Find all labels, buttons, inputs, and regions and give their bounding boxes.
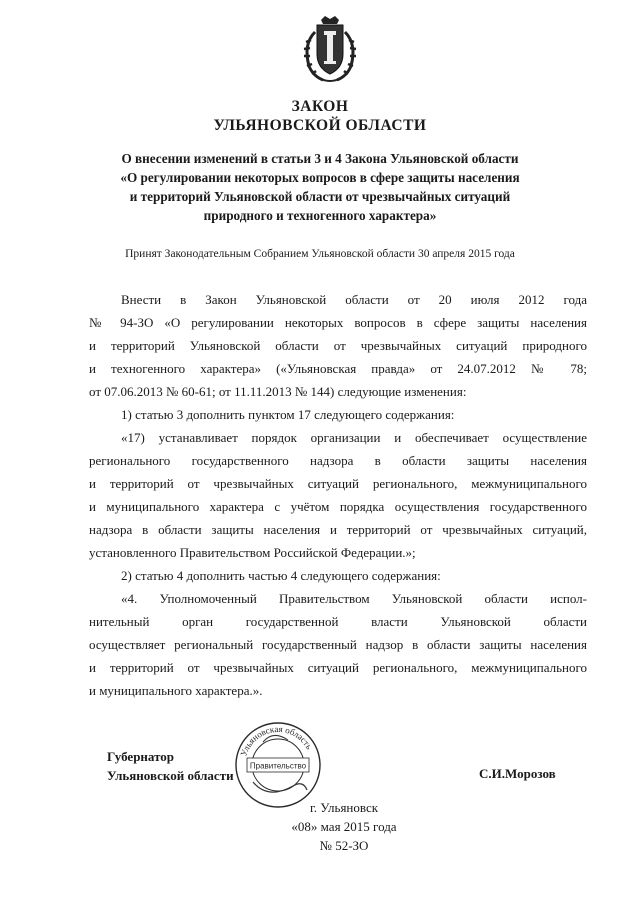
body-line: от 07.06.2013 № 60-61; от 11.11.2013 № 144) следующие изменения:: [89, 384, 467, 399]
body-line: и территорий от чрезвычайных ситуаций регионального, межмуниципального: [89, 476, 587, 491]
seal-center-text: Правительство: [249, 761, 307, 771]
law-title-line: «О регулировании некоторых вопросов в сфере защиты населения: [120, 170, 520, 185]
law-title-line: и территорий Ульяновской области от чрезвычайных ситуаций: [129, 189, 511, 204]
city: г. Ульяновск: [309, 800, 379, 815]
body-line: нительный орган государственной власти Ульяновской области: [89, 614, 587, 629]
body-line: и техногенного характера» («Ульяновская правда» от 24.07.2012 № 78;: [89, 361, 587, 376]
body-line: 2) статью 4 дополнить частью 4 следующего содержания:: [121, 568, 441, 583]
body-line: и муниципального характера с учётом порядка осуществления государственного: [89, 499, 587, 514]
body-line: «4. Уполномоченный Правительством Ульяновской области испол-: [121, 591, 587, 606]
body-line: и муниципального характера.».: [89, 683, 263, 698]
body-line: № 94-ЗО «О регулировании некоторых вопросов в сфере защиты населения: [89, 315, 587, 330]
law-body: [89, 288, 587, 702]
signatory-position: [107, 747, 234, 785]
body-line: 1) статью 3 дополнить пунктом 17 следующего содержания:: [121, 407, 455, 422]
adoption-note: Принят Законодательным Собранием Ульяновской области 30 апреля 2015 года: [125, 248, 515, 260]
body-line: и территорий Ульяновской области от чрезвычайных ситуаций природного: [89, 338, 587, 353]
law-title-line: О внесении изменений в статьи 3 и 4 Закона Ульяновской области: [121, 151, 519, 166]
official-seal: [233, 720, 323, 810]
coat-of-arms-emblem: [299, 14, 361, 86]
seal-ring-text: Ульяновская область: [238, 723, 315, 758]
body-line: и территорий от чрезвычайных ситуаций регионального, межмуниципального: [89, 660, 587, 675]
svg-text:Ульяновская область: [238, 724, 314, 757]
body-line: осуществляет региональный государственный надзор в области защиты населения: [89, 637, 587, 652]
law-title: [100, 149, 540, 225]
signing-date: «08» мая 2015 года: [291, 819, 397, 834]
law-region-heading: УЛЬЯНОВСКОЙ ОБЛАСТИ: [213, 117, 427, 134]
body-line: установленного Правительством Российской Федерации.»;: [89, 545, 416, 560]
body-line: надзора в области защиты населения и территорий от чрезвычайных ситуаций,: [89, 522, 587, 537]
body-line: регионального государственного надзора в области защиты населения: [89, 453, 587, 468]
law-title-line: природного и техногенного характера»: [203, 208, 437, 223]
law-type-heading: ЗАКОН: [291, 98, 349, 115]
place-and-date: [0, 798, 640, 855]
body-line: Внести в Закон Ульяновской области от 20 июля 2012 года: [121, 292, 587, 307]
signatory-title: Губернатор: [107, 749, 175, 764]
signatory-name: С.И.Морозов: [479, 766, 556, 781]
signatory-region: Ульяновской области: [107, 768, 234, 783]
law-number: № 52-ЗО: [319, 838, 369, 853]
body-line: «17) устанавливает порядок организации и обеспечивает осуществление: [121, 430, 587, 445]
